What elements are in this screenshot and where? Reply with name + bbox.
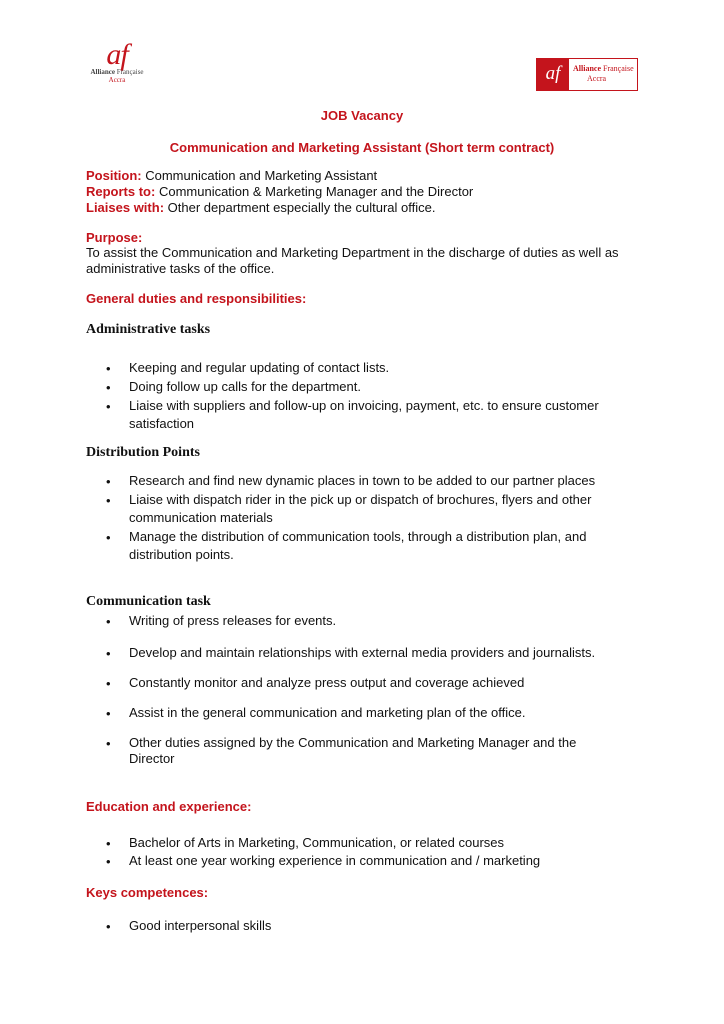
liaises-with-line: Liaises with: Other department especially the cultural office. [86, 200, 436, 215]
list-item: Liaise with dispatch rider in the pick up or dispatch of brochures, flyers and other [129, 492, 592, 507]
bullet-icon: • [106, 380, 111, 395]
bullet-icon: • [106, 736, 111, 751]
list-item: At least one year working experience in communication and / marketing [129, 853, 541, 868]
purpose-text-line1: To assist the Communication and Marketing Department in the discharge of duties as well as [86, 245, 619, 260]
list-item-continuation: communication materials [129, 510, 273, 525]
list-item: Constantly monitor and analyze press output and coverage achieved [129, 675, 525, 690]
bullet-icon: • [106, 706, 111, 721]
general-duties-heading: General duties and responsibilities: [86, 291, 307, 306]
reports-to-line: Reports to: Communication & Marketing Manager and the Director [86, 184, 474, 199]
communication-task-heading: Communication task [86, 594, 211, 609]
list-item-continuation: Director [129, 751, 175, 766]
bullet-icon: • [106, 361, 111, 376]
purpose-heading: Purpose: [86, 230, 143, 245]
logo-text-line2: Accra [587, 74, 607, 83]
bullet-icon: • [106, 530, 111, 545]
bullet-icon: • [106, 854, 111, 869]
list-item: Doing follow up calls for the department. [129, 379, 361, 394]
list-item: Liaise with suppliers and follow-up on invoicing, payment, etc. to ensure customer [129, 398, 599, 413]
distribution-points-heading: Distribution Points [86, 445, 200, 460]
page-title: JOB Vacancy [320, 108, 404, 123]
list-item: Keeping and regular updating of contact lists. [129, 360, 390, 375]
list-item: Bachelor of Arts in Marketing, Communication, or related courses [129, 835, 505, 850]
bullet-icon: • [106, 919, 111, 934]
af-mark: af [106, 38, 128, 71]
list-item-continuation: satisfaction [129, 416, 195, 431]
purpose-text-line2: administrative tasks of the office. [86, 261, 275, 276]
alliance-francaise-logo-right [536, 58, 638, 91]
bullet-icon: • [106, 474, 111, 489]
list-item: Good interpersonal skills [129, 918, 272, 933]
administrative-tasks-heading: Administrative tasks [86, 322, 211, 337]
logo-text-line1: Alliance Française [90, 68, 144, 76]
position-line: Position: Communication and Marketing Assistant [86, 168, 378, 183]
logo-text-line1: Alliance Française [573, 64, 634, 73]
bullet-icon: • [106, 493, 111, 508]
competences-heading: Keys competences: [86, 885, 209, 900]
bullet-icon: • [106, 836, 111, 851]
list-item: Other duties assigned by the Communication and Marketing Manager and the [129, 735, 577, 750]
alliance-francaise-logo-left [86, 38, 148, 84]
education-heading: Education and experience: [86, 799, 252, 814]
list-item-continuation: distribution points. [129, 547, 234, 562]
list-item: Develop and maintain relationships with external media providers and journalists. [129, 645, 596, 660]
list-item: Manage the distribution of communication tools, through a distribution plan, and [129, 529, 587, 544]
logo-text-line2: Accra [108, 76, 126, 84]
list-item: Research and find new dynamic places in town to be added to our partner places [129, 473, 596, 488]
job-title: Communication and Marketing Assistant (Short term contract) [169, 140, 555, 155]
list-item: Assist in the general communication and marketing plan of the office. [129, 705, 526, 720]
bullet-icon: • [106, 399, 111, 414]
list-item: Writing of press releases for events. [129, 613, 337, 628]
bullet-icon: • [106, 646, 111, 661]
bullet-icon: • [106, 676, 111, 691]
af-mark: af [537, 59, 569, 90]
bullet-icon: • [106, 614, 111, 629]
